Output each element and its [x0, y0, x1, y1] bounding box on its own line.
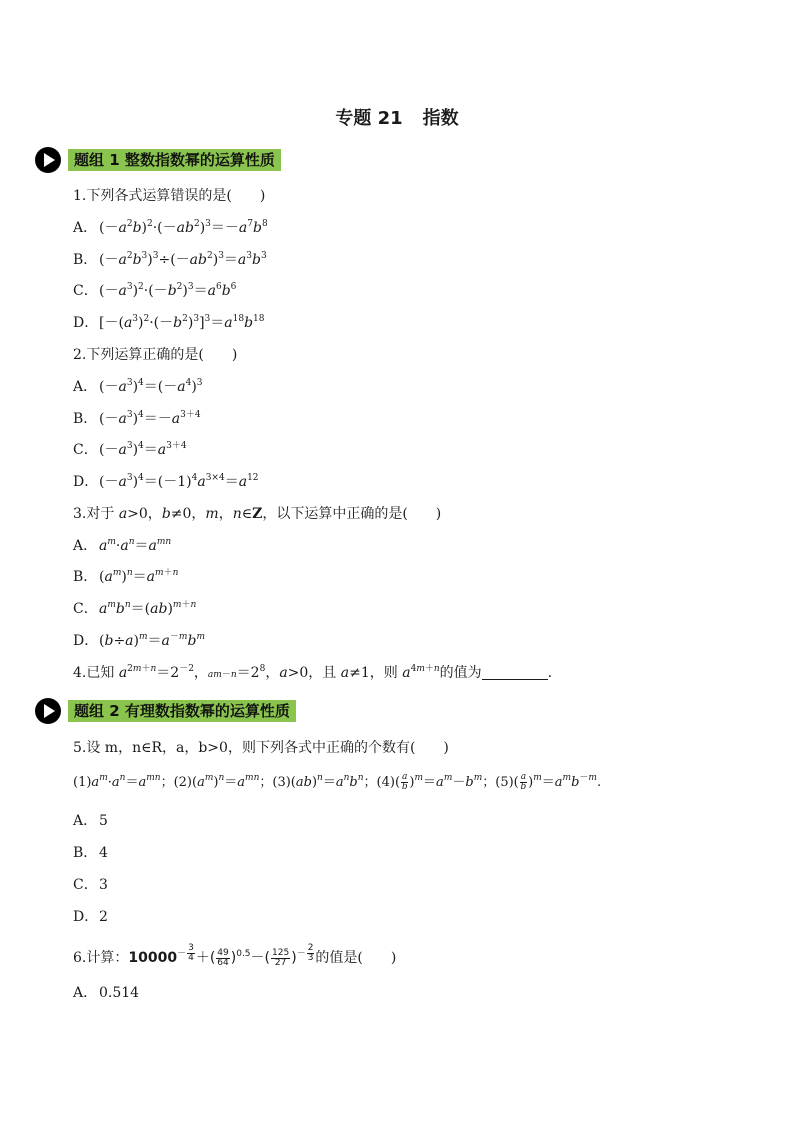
q5-option-a: A． 5: [73, 813, 108, 829]
q2-option-b: B． $(-a^3)^4=-a^{3+4}$: [73, 410, 201, 427]
question-3-stem: 3.对于 a>0，b≠0，m，n∈Z，以下运算中正确的是( ): [73, 506, 442, 522]
page-title: [0, 104, 794, 130]
q5-option-b: B． 4: [73, 845, 108, 861]
q2-option-c: C．$(-a^3)^4=a^{3+4}$: [73, 441, 187, 458]
q3-option-a: A． $a^m\cdot a^n=a^{mn}$: [73, 537, 172, 554]
question-6-stem: 6.计算：$10000^{- \frac{3}{4}}$ ＋( $\frac{49}{64}$ )$^{0.5}$－( $\frac{125}{27}$ )$^{- \frac{2}{3}}$ 的值是( ): [73, 943, 397, 968]
group-1-title: 题组 1 整数指数幂的运算性质: [68, 149, 281, 171]
play-arrow-icon: [34, 146, 62, 174]
q5-option-d: D．2: [73, 909, 108, 925]
q5-statements: $(1)a^m\cdot a^n=a^{mn}$；$(2)(a^m)^n=a^{mn}$；$(3)(ab)^n=a^nb^n$；(4)( $\frac{a}{b}$ )$^m=a^m-b^m$；(5)( $\frac{a}{b}$ )$^m=a^mb^{-m}$.: [73, 772, 602, 792]
q1-option-c: C．$(-a^3)^2\cdot(-b^2)^3=a^6b^6$: [73, 282, 237, 299]
question-4-stem: 4.已知 $a^{2m+n}=2^{-2}$，$am-n=2^8$，a>0，且 a≠1，则 $a^{4m+n}$的值为 .: [73, 664, 553, 681]
q2-option-d: D．$(-a^3)^4=(-1)^4a^{3\times 4}=a^{12}$: [73, 473, 259, 490]
answer-blank[interactable]: [482, 665, 548, 680]
group-2-title: 题组 2 有理数指数幂的运算性质: [68, 700, 296, 722]
title-name: 指数: [422, 108, 459, 129]
q1-option-d: D．$[-(a^3)^2\cdot(-b^2)^3]^3=a^{18}b^{18}$: [73, 314, 265, 331]
q3-option-d: D．$(b\div a)^m=a^{-m}b^m$: [73, 632, 205, 649]
question-5-stem: 5.设 m，n∈R，a，b>0，则下列各式中正确的个数有( ): [73, 740, 449, 756]
question-1-stem: 1.下列各式运算错误的是( ): [73, 188, 266, 204]
q1-option-a: A． $(-a^2b)^2\cdot(-ab^2)^3=-a^7b^8$: [73, 219, 268, 236]
q6-option-a: A． 0.514: [73, 985, 140, 1001]
q1-option-b: B． $(-a^2b^3)^3\div(-ab^2)^3=a^3b^3$: [73, 251, 267, 268]
q2-option-a: A． $(-a^3)^4=(-a^4)^3$: [73, 378, 203, 395]
play-arrow-icon: [34, 697, 62, 725]
question-2-stem: 2.下列运算正确的是( ): [73, 347, 238, 363]
title-topic: 专题 21: [335, 108, 403, 129]
q3-option-c: C．$a^mb^n=(ab)^{m+n}$: [73, 600, 197, 617]
q3-option-b: B． $(a^m)^n=a^{m+n}$: [73, 568, 179, 585]
q5-option-c: C．3: [73, 877, 108, 893]
